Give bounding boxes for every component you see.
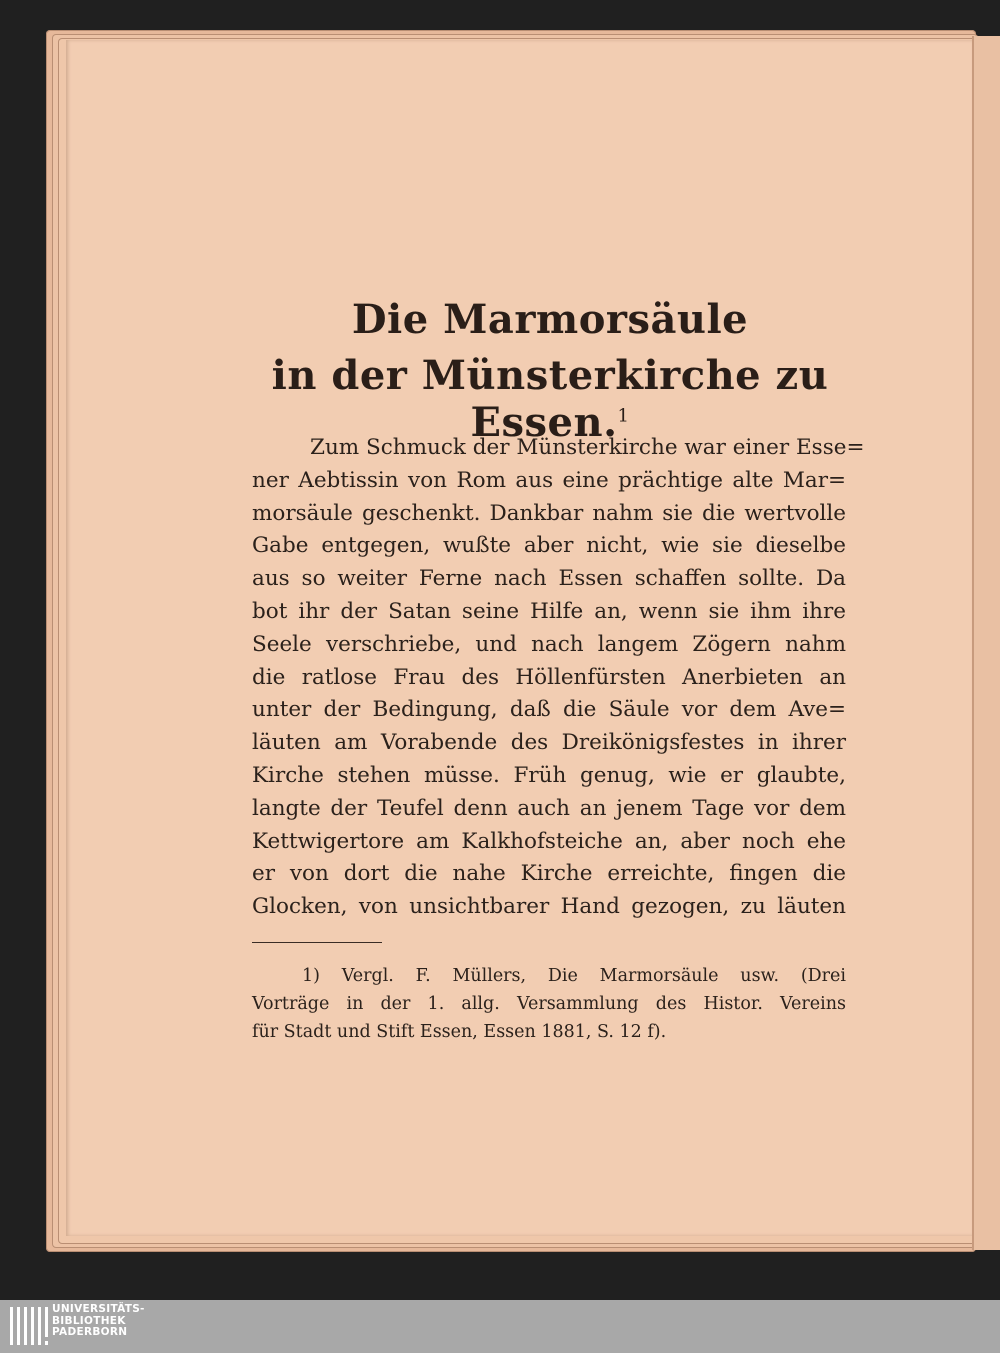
body-line: läuten am Vorabende des Dreikönigsfestes in ihrer — [252, 730, 846, 756]
body-line: ner Aebtissin von Rom aus eine prächtige alte Mar= — [252, 467, 846, 493]
footnote-line: 1) Vergl. F. Müllers, Die Marmorsäule usw. (Drei — [302, 966, 846, 986]
body-line: unter der Bedingung, daß die Säule vor dem Ave= — [252, 697, 846, 723]
logo-text-line: BIBLIOTHEK — [52, 1314, 126, 1327]
logo-text-line: PADERBORN — [52, 1326, 128, 1338]
logo-text-line: UNIVERSITÄTS- — [52, 1303, 145, 1315]
library-footer-bar — [0, 1300, 1000, 1353]
library-logo-icon — [8, 1303, 50, 1349]
footnote-marker: 1 — [617, 405, 630, 427]
body-text — [252, 432, 865, 924]
footnote — [252, 962, 846, 1046]
body-line: Seele verschriebe, und nach langem Zögern nahm — [252, 631, 846, 657]
facing-page-edge — [972, 36, 1000, 1250]
body-line: Zum Schmuck der Münsterkirche war einer Esse= — [310, 435, 865, 460]
body-line: die ratlose Frau des Höllenfürsten Anerbieten an — [252, 664, 846, 690]
body-line: Kettwigertore am Kalkhofsteiche an, aber noch ehe — [252, 828, 846, 854]
body-line: Kirche stehen müsse. Früh genug, wie er glaubte, — [252, 762, 846, 788]
footnote-line: für Stadt und Stift Essen, Essen 1881, S. 12 f). — [252, 1022, 667, 1042]
library-logo-text — [52, 1304, 145, 1339]
body-line: er von dort die nahe Kirche erreichte, fingen die — [252, 861, 846, 887]
page-title-line-1: Die Marmorsäule — [351, 296, 749, 343]
body-line: bot ihr der Satan seine Hilfe an, wenn sie ihm ihre — [252, 598, 846, 624]
page-title-text: in der Münsterkirche zu Essen. — [271, 352, 829, 446]
body-line: morsäule geschenkt. Dankbar nahm sie die wertvolle — [252, 500, 846, 526]
body-line: Glocken, von unsichtbarer Hand gezogen, zu läuten — [252, 894, 846, 920]
body-line: aus so weiter Ferne nach Essen schaffen sollte. Da — [252, 566, 846, 592]
footnote-divider — [252, 942, 382, 943]
footnote-line: Vorträge in der 1. allg. Versammlung des Histor. Vereins — [252, 994, 846, 1014]
body-line: langte der Teufel denn auch an jenem Tage vor dem — [252, 795, 846, 821]
body-line: Gabe entgegen, wußte aber nicht, wie sie dieselbe — [252, 533, 846, 559]
